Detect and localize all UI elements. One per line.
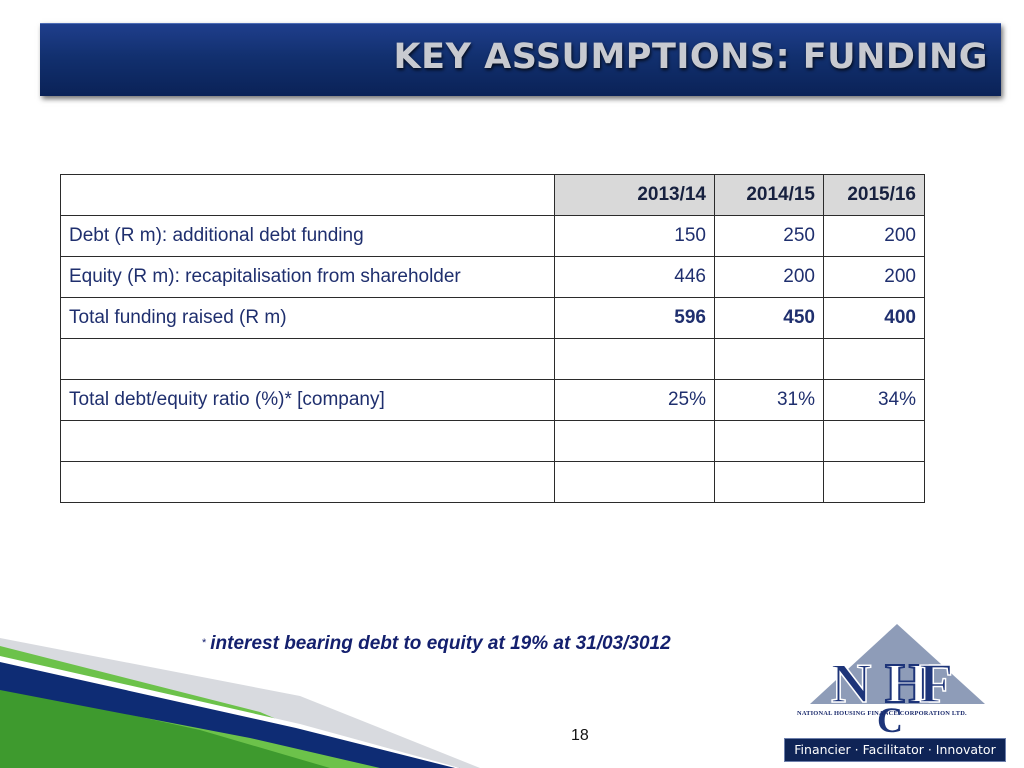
table-cell: 450 <box>715 298 824 339</box>
table-row-empty <box>61 462 925 503</box>
nhfc-logo <box>795 622 1005 737</box>
table-row <box>61 380 925 421</box>
row-label <box>61 339 555 380</box>
header-cell-label <box>61 175 555 216</box>
table-row <box>61 257 925 298</box>
page-number: 18 <box>571 727 589 744</box>
table-row-empty <box>61 421 925 462</box>
table-cell: 31% <box>715 380 824 421</box>
tagline-badge: Financier · Facilitator · Innovator <box>784 738 1006 762</box>
row-label: Total debt/equity ratio (%)* [company] <box>61 380 555 421</box>
slide-title: KEY ASSUMPTIONS: FUNDING <box>393 37 988 77</box>
table-cell <box>824 462 925 503</box>
table-row-empty <box>61 339 925 380</box>
logo-letter-c: C <box>877 700 903 737</box>
footnote-marker: * <box>202 637 207 649</box>
table-cell <box>715 462 824 503</box>
table-cell <box>824 339 925 380</box>
logo-letter-n: N <box>831 653 872 715</box>
table-cell: 250 <box>715 216 824 257</box>
table-cell <box>555 462 715 503</box>
header-cell-2015-16: 2015/16 <box>824 175 925 216</box>
table-cell: 596 <box>555 298 715 339</box>
footnote-text: interest bearing debt to equity at 19% at 31/03/3012 <box>210 633 671 654</box>
table-cell <box>715 339 824 380</box>
funding-table <box>60 174 925 503</box>
table-cell: 400 <box>824 298 925 339</box>
logo-letter-f: F <box>919 653 954 715</box>
table-cell <box>824 421 925 462</box>
corner-swoosh-decoration <box>0 600 480 768</box>
table-cell <box>715 421 824 462</box>
title-bar <box>40 23 1001 96</box>
table-row-total <box>61 298 925 339</box>
row-label: Total funding raised (R m) <box>61 298 555 339</box>
table-header-row <box>61 175 925 216</box>
table-cell: 446 <box>555 257 715 298</box>
table-cell <box>555 339 715 380</box>
table-cell: 25% <box>555 380 715 421</box>
row-label <box>61 462 555 503</box>
logo-caption: NATIONAL HOUSING FINANCE CORPORATION LTD. <box>797 710 967 717</box>
table-cell: 200 <box>824 257 925 298</box>
header-cell-2013-14: 2013/14 <box>555 175 715 216</box>
table-cell: 200 <box>715 257 824 298</box>
table-cell <box>555 421 715 462</box>
row-label: Equity (R m): recapitalisation from shareholder <box>61 257 555 298</box>
logo-letter-h: H <box>885 653 929 715</box>
row-label: Debt (R m): additional debt funding <box>61 216 555 257</box>
table-cell: 150 <box>555 216 715 257</box>
header-cell-2014-15: 2014/15 <box>715 175 824 216</box>
table-cell: 34% <box>824 380 925 421</box>
table-cell: 200 <box>824 216 925 257</box>
table-row <box>61 216 925 257</box>
row-label <box>61 421 555 462</box>
